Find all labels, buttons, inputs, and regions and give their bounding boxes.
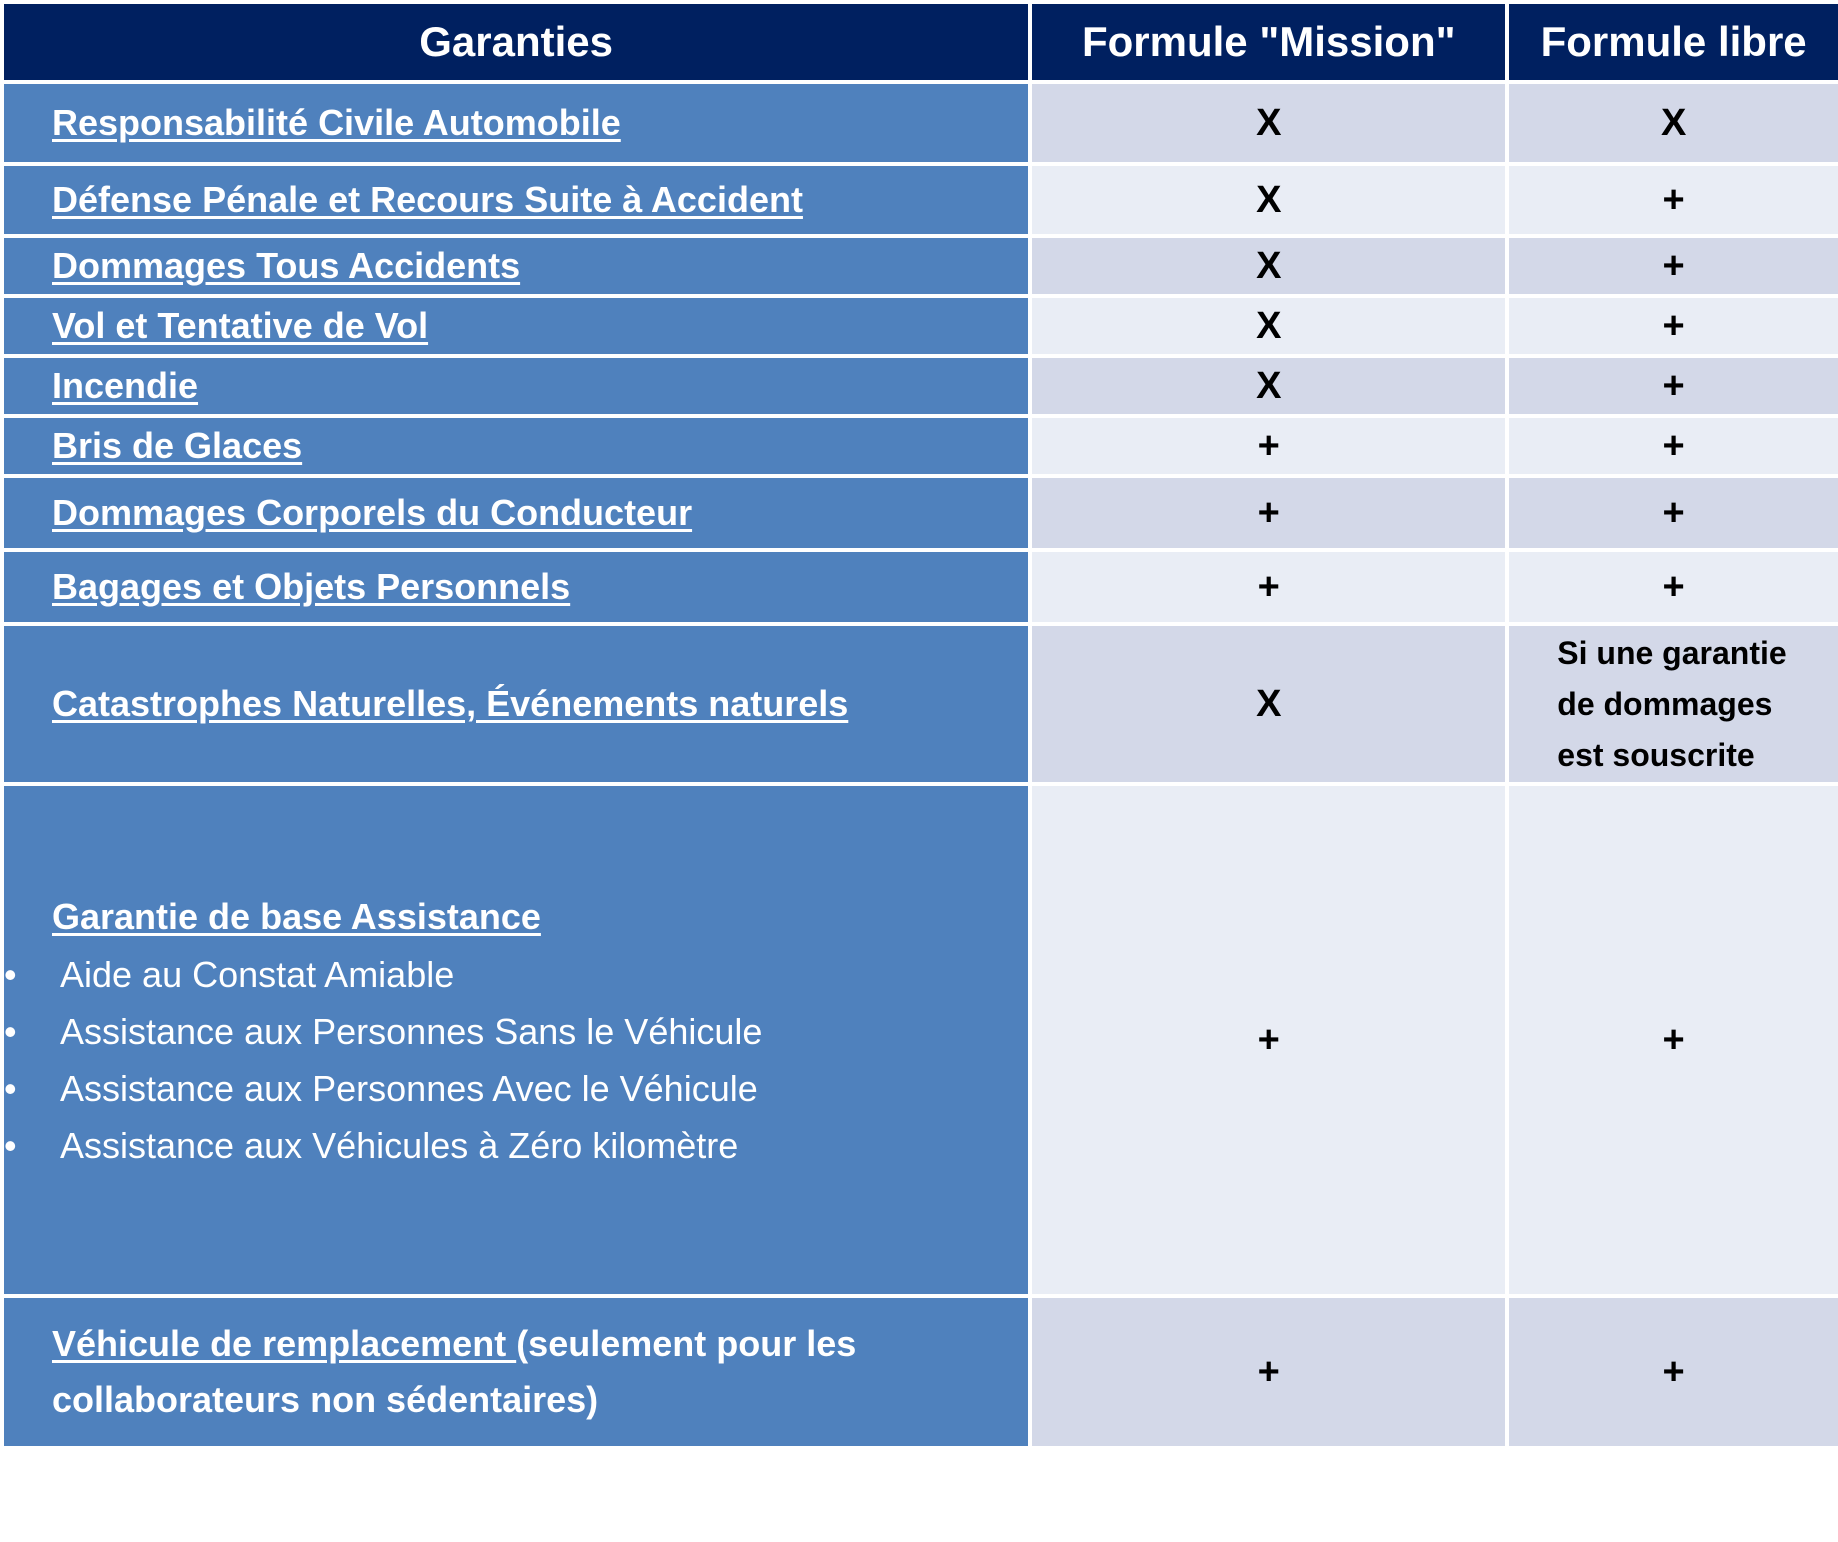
mission-cell: X <box>1032 626 1505 782</box>
row-label <box>4 84 1028 162</box>
libre-cell: + <box>1509 478 1838 548</box>
list-item: • Aide au Constat Amiable <box>32 946 1028 1003</box>
table-row <box>4 626 1838 782</box>
guarantee-link[interactable]: Défense Pénale et Recours Suite à Accident <box>52 179 803 220</box>
guarantee-link[interactable]: Incendie <box>52 365 199 406</box>
mission-cell: + <box>1032 478 1505 548</box>
row-label <box>4 552 1028 622</box>
guarantee-link[interactable]: Responsabilité Civile Automobile <box>52 102 621 143</box>
guarantee-link[interactable]: Dommages Tous Accidents <box>52 245 521 286</box>
assistance-row <box>4 786 1838 1294</box>
libre-cell: + <box>1509 298 1838 354</box>
table-row <box>4 166 1838 234</box>
header-mission: Formule "Mission" <box>1032 4 1505 80</box>
mission-cell: + <box>1032 786 1505 1294</box>
guarantee-link[interactable]: Catastrophes Naturelles, Événements naturels <box>52 683 849 724</box>
replacement-row <box>4 1298 1838 1446</box>
libre-condition-cell <box>1509 626 1838 782</box>
condition-line: est souscrite <box>1557 736 1755 773</box>
libre-cell: X <box>1509 84 1838 162</box>
mission-cell: X <box>1032 238 1505 294</box>
table-row <box>4 552 1838 622</box>
row-label <box>4 238 1028 294</box>
header-row <box>4 4 1838 80</box>
bullet-icon: • <box>4 1068 17 1109</box>
table-row <box>4 84 1838 162</box>
mission-cell: + <box>1032 552 1505 622</box>
assistance-label-cell <box>4 786 1028 1294</box>
condition-line: de dommages <box>1557 685 1773 722</box>
condition-line: Si une garantie <box>1557 634 1787 671</box>
replacement-note-line2: collaborateurs non sédentaires) <box>52 1379 599 1420</box>
mission-cell: + <box>1032 418 1505 474</box>
bullet-icon: • <box>4 954 17 995</box>
mission-cell: X <box>1032 298 1505 354</box>
replacement-label-cell <box>4 1298 1028 1446</box>
row-label <box>4 418 1028 474</box>
libre-cell: + <box>1509 786 1838 1294</box>
row-label <box>4 298 1028 354</box>
table-row <box>4 418 1838 474</box>
table-row <box>4 238 1838 294</box>
guarantee-link[interactable]: Dommages Corporels du Conducteur <box>52 492 693 533</box>
libre-cell: + <box>1509 166 1838 234</box>
table-row <box>4 358 1838 414</box>
bullet-icon: • <box>4 1125 17 1166</box>
row-label <box>4 626 1028 782</box>
mission-cell: X <box>1032 84 1505 162</box>
table-row <box>4 478 1838 548</box>
replacement-note: (seulement pour les <box>516 1323 857 1364</box>
bullet-icon: • <box>4 1011 17 1052</box>
list-item: • Assistance aux Personnes Sans le Véhicule <box>32 1003 1028 1060</box>
row-label <box>4 478 1028 548</box>
header-libre: Formule libre <box>1509 4 1838 80</box>
guarantee-link[interactable]: Bris de Glaces <box>52 425 303 466</box>
list-item: • Assistance aux Personnes Avec le Véhicule <box>32 1060 1028 1117</box>
header-guarantees: Garanties <box>4 4 1028 80</box>
guarantee-link[interactable]: Vol et Tentative de Vol <box>52 305 429 346</box>
mission-cell: + <box>1032 1298 1505 1446</box>
libre-cell: + <box>1509 418 1838 474</box>
guarantees-table-container <box>4 4 1836 1450</box>
list-item: • Assistance aux Véhicules à Zéro kilomètre <box>32 1117 1028 1174</box>
assistance-list <box>4 946 1028 1174</box>
libre-cell: + <box>1509 358 1838 414</box>
mission-cell: X <box>1032 166 1505 234</box>
assistance-link[interactable]: Garantie de base Assistance <box>52 896 541 937</box>
mission-cell: X <box>1032 358 1505 414</box>
replacement-link[interactable]: Véhicule de remplacement <box>52 1323 517 1364</box>
table-row <box>4 298 1838 354</box>
row-label <box>4 358 1028 414</box>
libre-cell: + <box>1509 552 1838 622</box>
libre-cell: + <box>1509 238 1838 294</box>
row-label <box>4 166 1028 234</box>
guarantee-link[interactable]: Bagages et Objets Personnels <box>52 566 571 607</box>
libre-cell: + <box>1509 1298 1838 1446</box>
